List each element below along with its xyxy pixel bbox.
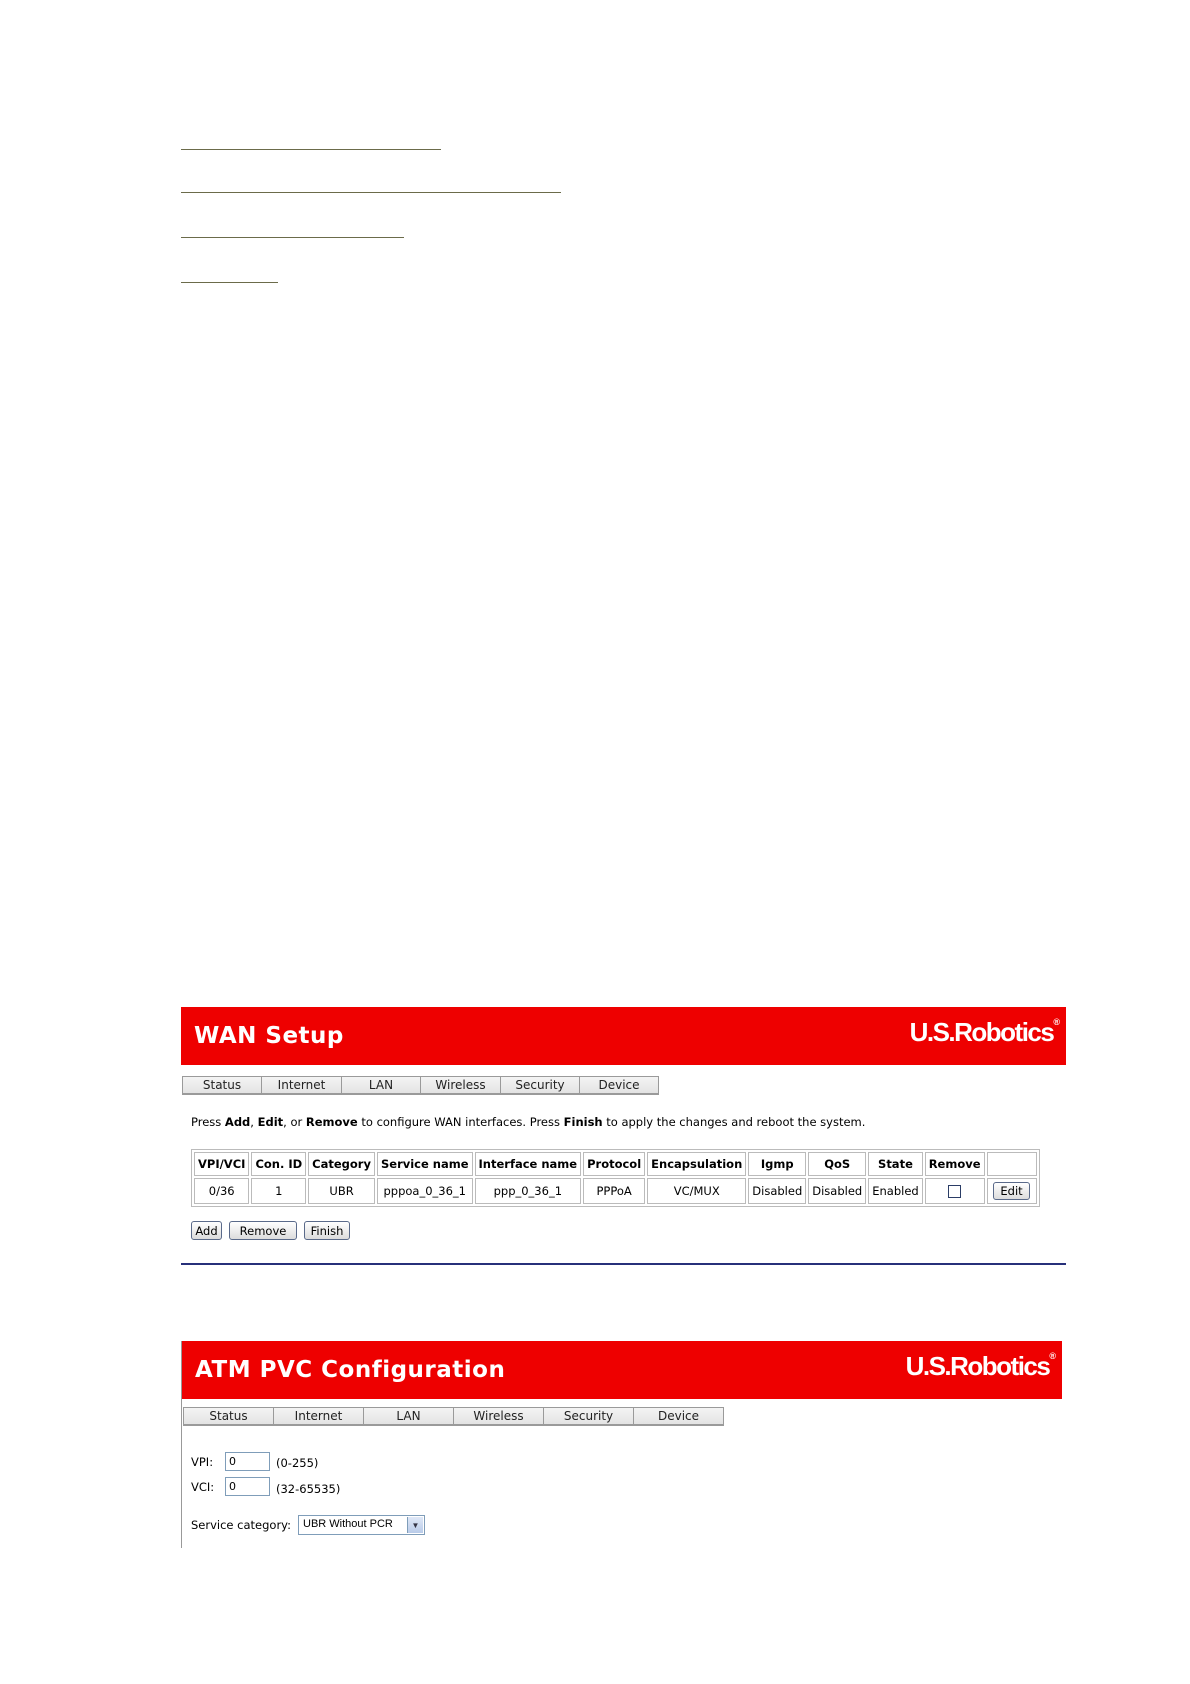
- vci-label: VCI:: [191, 1480, 215, 1494]
- vpi-input[interactable]: 0: [225, 1452, 270, 1471]
- tab-status[interactable]: Status: [183, 1407, 274, 1426]
- tab-status[interactable]: Status: [182, 1076, 262, 1095]
- tab-lan[interactable]: LAN: [363, 1407, 454, 1426]
- col-header: Igmp: [748, 1152, 806, 1176]
- cell-qos: Disabled: [808, 1178, 866, 1204]
- add-button[interactable]: Add: [191, 1221, 222, 1240]
- nav-tabs: [183, 1407, 723, 1426]
- atm-pvc-header: [182, 1341, 1062, 1399]
- service-category-select[interactable]: [298, 1515, 425, 1535]
- remove-checkbox[interactable]: [948, 1185, 961, 1198]
- table-row: [194, 1178, 1037, 1204]
- usrobotics-logo: U.S.Robotics®: [909, 1017, 1060, 1047]
- wan-setup-header: [181, 1007, 1066, 1065]
- table-header-row: [194, 1152, 1037, 1176]
- col-header: Protocol: [583, 1152, 645, 1176]
- nav-tabs: [182, 1076, 658, 1095]
- vci-input[interactable]: 0: [225, 1477, 270, 1496]
- tab-device[interactable]: Device: [579, 1076, 659, 1095]
- col-header: VPI/VCI: [194, 1152, 249, 1176]
- cell-edit: [987, 1178, 1037, 1204]
- col-header: State: [868, 1152, 922, 1176]
- remove-button[interactable]: Remove: [229, 1221, 297, 1240]
- edit-button[interactable]: Edit: [993, 1182, 1029, 1200]
- cell-state: Enabled: [868, 1178, 922, 1204]
- cell-interface-name: ppp_0_36_1: [475, 1178, 582, 1204]
- tab-security[interactable]: Security: [500, 1076, 580, 1095]
- service-category-value: UBR Without PCR: [303, 1518, 393, 1530]
- vpi-range: (0-255): [276, 1456, 319, 1470]
- tab-internet[interactable]: Internet: [273, 1407, 364, 1426]
- col-header: [987, 1152, 1037, 1176]
- cell-vpi-vci: 0/36: [194, 1178, 249, 1204]
- tab-wireless[interactable]: Wireless: [420, 1076, 501, 1095]
- toc-link-4[interactable]: [181, 282, 278, 283]
- col-header: Category: [308, 1152, 375, 1176]
- cell-protocol: PPPoA: [583, 1178, 645, 1204]
- wan-setup-panel: [181, 1007, 1066, 1265]
- tab-wireless[interactable]: Wireless: [453, 1407, 544, 1426]
- finish-button[interactable]: Finish: [304, 1221, 350, 1240]
- wan-interfaces-table: [191, 1149, 1040, 1207]
- col-header: Interface name: [475, 1152, 582, 1176]
- vpi-label: VPI:: [191, 1455, 214, 1469]
- col-header: QoS: [808, 1152, 866, 1176]
- col-header: Encapsulation: [647, 1152, 746, 1176]
- cell-con-id: 1: [251, 1178, 306, 1204]
- tab-security[interactable]: Security: [543, 1407, 634, 1426]
- col-header: Con. ID: [251, 1152, 306, 1176]
- vci-range: (32-65535): [276, 1482, 341, 1496]
- service-category-label: Service category:: [191, 1518, 292, 1532]
- instructions-text: Press Add, Edit, or Remove to configure WAN interfaces. Press Finish to apply the changes and reboot the system.: [191, 1115, 866, 1129]
- atm-pvc-panel: [181, 1341, 1062, 1548]
- toc-link-3[interactable]: [181, 237, 404, 238]
- page-title: WAN Setup: [194, 1023, 344, 1049]
- tab-lan[interactable]: LAN: [341, 1076, 421, 1095]
- cell-remove: [925, 1178, 985, 1204]
- col-header: Service name: [377, 1152, 473, 1176]
- col-header: Remove: [925, 1152, 985, 1176]
- toc-link-2[interactable]: [181, 192, 561, 193]
- tab-internet[interactable]: Internet: [261, 1076, 342, 1095]
- toc-link-1[interactable]: [181, 149, 441, 150]
- cell-encapsulation: VC/MUX: [647, 1178, 746, 1204]
- cell-igmp: Disabled: [748, 1178, 806, 1204]
- page-title: ATM PVC Configuration: [195, 1357, 506, 1383]
- usrobotics-logo: U.S.Robotics®: [905, 1351, 1056, 1381]
- cell-service-name: pppoa_0_36_1: [377, 1178, 473, 1204]
- chevron-down-icon[interactable]: ▼: [407, 1517, 423, 1533]
- cell-category: UBR: [308, 1178, 375, 1204]
- tab-device[interactable]: Device: [633, 1407, 724, 1426]
